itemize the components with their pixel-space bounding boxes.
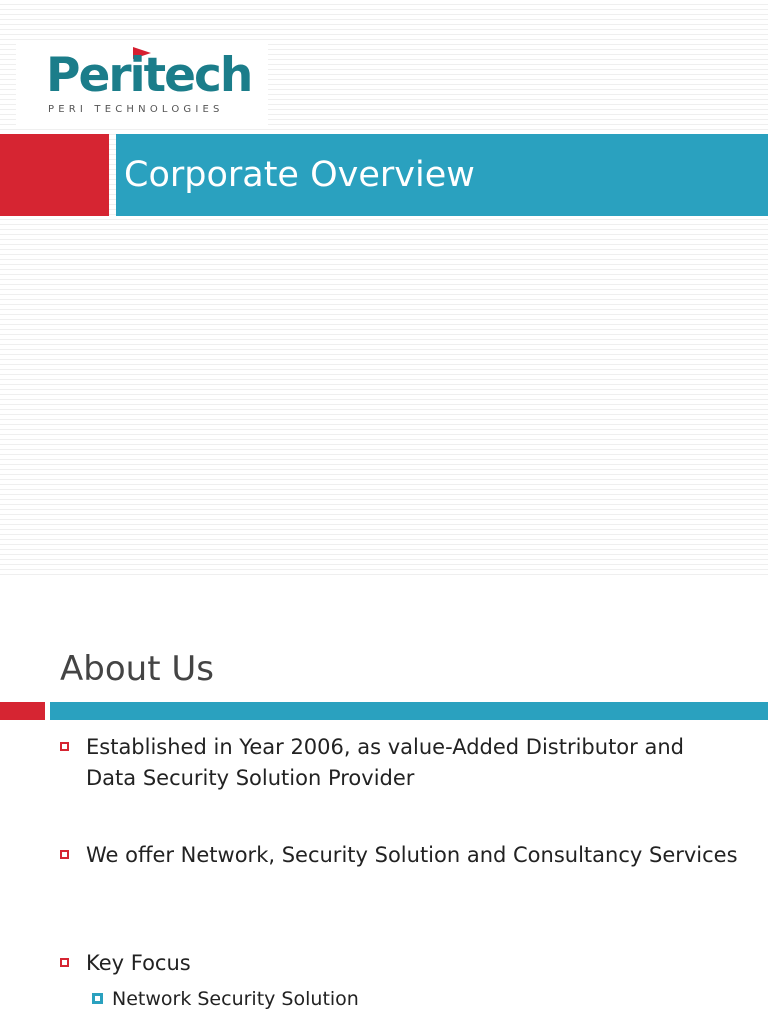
square-sub-bullet-icon (92, 993, 103, 1004)
heading-accent-block (0, 702, 45, 720)
peritech-logo (16, 44, 268, 126)
sub-bullet-item (92, 985, 692, 1013)
sub-bullet-text: Network Security Solution (112, 988, 359, 1010)
bullet-text: Key Focus (86, 951, 191, 975)
slide-title: Corporate Overview (116, 134, 768, 216)
slide-heading: About Us (60, 649, 214, 689)
bullet-item (60, 840, 740, 871)
slide-about-us (0, 575, 768, 1024)
bullet-item (60, 948, 740, 979)
bullet-text: Established in Year 2006, as value-Added Distributor and Data Security Solution Provider (86, 735, 684, 790)
square-bullet-icon (60, 742, 69, 751)
heading-underline-bar (50, 702, 768, 720)
logo-wordmark: Peritech (46, 48, 252, 103)
square-bullet-icon (60, 958, 69, 967)
bullet-text: We offer Network, Security Solution and Consultancy Services (86, 843, 738, 867)
bullet-item (60, 732, 740, 794)
square-bullet-icon (60, 850, 69, 859)
title-accent-block (0, 134, 109, 216)
logo-tagline: PERI TECHNOLOGIES (48, 104, 224, 115)
